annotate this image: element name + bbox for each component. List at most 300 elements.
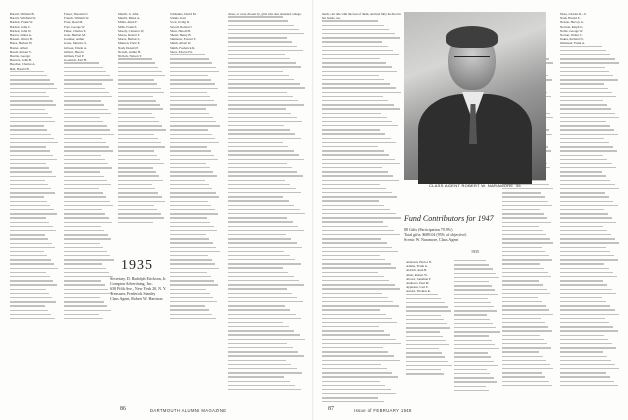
text-line	[502, 293, 550, 294]
text-line	[454, 264, 489, 265]
text-line	[502, 263, 540, 264]
text-line	[228, 217, 287, 218]
text-line	[502, 326, 548, 327]
text-line	[502, 242, 553, 243]
text-line	[322, 37, 400, 38]
text-line	[560, 335, 604, 336]
text-line	[322, 33, 395, 34]
text-line	[228, 343, 287, 344]
list-item: Sewall, Roland J.	[170, 24, 193, 29]
right-col-3	[454, 260, 500, 400]
text-line	[10, 268, 58, 269]
list-item: Munson, Earle E.	[118, 41, 141, 46]
text-line	[10, 314, 51, 315]
text-line	[228, 37, 287, 38]
text-line	[64, 121, 103, 122]
list-item: Schneider, David M.	[170, 12, 197, 16]
text-line	[228, 83, 300, 84]
text-line	[406, 361, 448, 362]
text-line	[560, 217, 612, 218]
text-line	[228, 355, 304, 356]
text-line	[10, 125, 44, 126]
list-item: Fuller, Charles E.	[64, 28, 87, 33]
text-line	[170, 134, 212, 135]
text-line	[10, 226, 53, 227]
text-line	[118, 167, 153, 168]
list-item: Bassett, Oliver B.	[10, 37, 33, 42]
text-line	[10, 209, 54, 210]
text-line	[10, 243, 52, 244]
text-line	[454, 268, 493, 269]
page-footer: DARTMOUTH ALUMNI MAGAZINE	[150, 408, 227, 413]
text-line	[560, 330, 618, 331]
text-line	[64, 150, 113, 151]
text-line	[502, 351, 539, 352]
text-line	[170, 238, 209, 239]
text-line	[118, 184, 152, 185]
text-line	[406, 319, 444, 320]
text-line	[170, 155, 214, 156]
list-item: Beavers, John H.	[10, 58, 32, 63]
list-item: Arnold, Thomas R.	[406, 289, 431, 294]
text-line	[454, 356, 491, 357]
text-line	[228, 381, 290, 382]
text-line	[64, 263, 102, 264]
text-line	[228, 184, 290, 185]
text-line	[502, 297, 538, 298]
text-line	[322, 230, 394, 231]
list-item: Gates, Maurice S.	[64, 41, 87, 46]
text-line	[170, 54, 205, 55]
text-line	[322, 146, 378, 147]
text-line	[228, 100, 298, 101]
text-line	[560, 121, 606, 122]
text-line	[560, 309, 615, 310]
text-line	[228, 54, 285, 55]
text-line	[228, 305, 285, 306]
text-line	[322, 234, 400, 235]
text-line	[454, 377, 494, 378]
text-line	[502, 385, 552, 386]
text-line	[64, 71, 106, 72]
text-line	[228, 334, 300, 335]
text-line	[502, 318, 541, 319]
text-line	[64, 318, 103, 319]
text-line	[10, 79, 50, 80]
text-line	[170, 184, 209, 185]
col2-names	[64, 12, 114, 62]
text-line	[560, 343, 612, 344]
text-line	[64, 180, 107, 181]
class-year-heading: 1935	[121, 258, 153, 273]
paragraph-text: chase, or were chosen by, girls who also attended college.	[228, 12, 302, 16]
text-line	[322, 163, 400, 164]
text-line	[118, 150, 154, 151]
text-line	[560, 226, 603, 227]
list-item: Moss, Charles R., Jr.	[560, 12, 587, 16]
text-line	[118, 213, 161, 214]
secretary-line: Secretary, D. Rudolph Erickson, Jr.	[110, 276, 167, 281]
text-line	[228, 226, 298, 227]
text-line	[170, 242, 213, 243]
text-line	[170, 226, 214, 227]
text-line	[228, 121, 302, 122]
photo-glasses	[454, 56, 490, 65]
text-line	[560, 322, 609, 323]
text-line	[502, 255, 549, 256]
text-line	[170, 309, 209, 310]
text-line	[502, 259, 552, 260]
text-line	[560, 314, 619, 315]
text-line	[64, 289, 108, 290]
text-line	[228, 125, 284, 126]
text-line	[170, 305, 205, 306]
fund-contributors-title: Fund Contributors for 1947	[404, 214, 494, 223]
text-line	[118, 83, 157, 84]
list-item: Bartlett, John C.	[10, 24, 31, 29]
text-line	[560, 284, 607, 285]
text-line	[560, 167, 616, 168]
text-line	[228, 133, 295, 134]
text-line	[64, 184, 111, 185]
text-line	[322, 376, 398, 377]
text-line	[228, 330, 294, 331]
text-line	[64, 125, 107, 126]
text-line	[502, 192, 541, 193]
text-line	[10, 113, 48, 114]
text-line	[502, 339, 544, 340]
text-line	[228, 314, 296, 315]
text-line	[170, 146, 207, 147]
text-line	[322, 360, 400, 361]
text-line	[228, 247, 302, 248]
text-line	[170, 234, 206, 235]
text-line	[228, 230, 304, 231]
text-line	[228, 251, 284, 252]
text-line	[560, 222, 616, 223]
text-line	[64, 62, 99, 63]
text-line	[322, 221, 383, 222]
list-item: Norton, Walter C.	[560, 33, 583, 38]
text-line	[64, 201, 110, 202]
text-line	[502, 205, 552, 206]
text-line	[10, 163, 46, 164]
text-line	[322, 301, 393, 302]
text-line	[406, 298, 441, 299]
text-line	[118, 104, 160, 105]
text-line	[322, 263, 391, 264]
list-item: Alvord, Jonathan F.	[406, 276, 432, 281]
text-line	[322, 75, 379, 76]
text-line	[118, 125, 162, 126]
text-line	[228, 188, 296, 189]
list-item: Nichols, Nelson T.	[118, 54, 142, 59]
text-line	[560, 125, 610, 126]
text-line	[322, 184, 380, 185]
text-line	[560, 213, 608, 214]
text-line	[454, 386, 486, 387]
text-line	[322, 284, 395, 285]
text-line	[322, 113, 381, 114]
text-line	[502, 381, 549, 382]
text-line	[10, 201, 47, 202]
text-line	[560, 108, 611, 109]
text-line	[560, 188, 619, 189]
text-line	[406, 323, 447, 324]
text-line	[228, 41, 292, 42]
text-line	[560, 192, 605, 193]
text-line	[322, 226, 388, 227]
text-line	[170, 121, 216, 122]
text-line	[322, 50, 393, 51]
text-line	[560, 79, 618, 80]
text-line	[454, 369, 487, 370]
text-line	[118, 201, 165, 202]
text-line	[322, 314, 386, 315]
text-line	[64, 163, 108, 164]
text-line	[170, 171, 213, 172]
text-line	[10, 305, 45, 306]
text-line	[228, 326, 289, 327]
list-item: Olmstead, Frank A.	[560, 41, 585, 46]
text-line	[64, 146, 109, 147]
text-line	[322, 192, 392, 193]
text-line	[322, 318, 392, 319]
text-line	[170, 255, 208, 256]
text-line	[170, 205, 211, 206]
text-line	[10, 129, 47, 130]
text-line	[560, 129, 614, 130]
text-line	[560, 238, 615, 239]
text-line	[322, 351, 388, 352]
text-line	[322, 397, 378, 398]
text-line	[228, 175, 303, 176]
list-item: Appleton, Carl E.	[406, 285, 429, 290]
text-line	[228, 339, 305, 340]
text-line	[454, 281, 489, 282]
text-line	[322, 171, 388, 172]
text-line	[10, 75, 47, 76]
col1-names	[10, 12, 58, 71]
text-line	[170, 192, 216, 193]
text-line	[228, 20, 288, 21]
text-line	[228, 180, 285, 181]
left-col-1	[10, 12, 58, 402]
left-col-2	[64, 12, 114, 402]
text-line	[322, 326, 379, 327]
text-line	[502, 188, 553, 189]
list-item: Morse, Herbert L.	[118, 37, 142, 42]
text-line	[322, 196, 397, 197]
text-line	[322, 347, 383, 348]
text-line	[118, 217, 164, 218]
text-line	[322, 255, 380, 256]
text-line	[228, 347, 293, 348]
text-line	[502, 364, 550, 365]
text-line	[560, 184, 615, 185]
text-line	[10, 121, 55, 122]
text-line	[228, 280, 299, 281]
text-line	[322, 133, 385, 134]
page-number: 86	[120, 406, 126, 412]
text-line	[228, 385, 295, 386]
text-line	[406, 352, 442, 353]
text-line	[560, 230, 607, 231]
text-line	[64, 129, 110, 130]
text-line	[560, 92, 612, 93]
text-line	[322, 343, 401, 344]
text-line	[560, 385, 618, 386]
text-line	[322, 142, 396, 143]
text-line	[64, 314, 99, 315]
text-line	[454, 273, 496, 274]
text-line	[170, 213, 218, 214]
text-line	[454, 319, 490, 320]
text-line	[10, 138, 54, 139]
text-line	[322, 25, 384, 26]
text-line	[406, 306, 448, 307]
list-item: Noble, George W.	[560, 28, 583, 33]
text-line	[118, 129, 166, 130]
text-line	[228, 364, 291, 365]
text-line	[560, 150, 617, 151]
text-line	[64, 83, 102, 84]
text-line	[322, 29, 389, 30]
text-line	[228, 62, 296, 63]
text-line	[64, 196, 106, 197]
text-line	[228, 92, 287, 93]
text-line	[560, 360, 611, 361]
text-line	[64, 251, 107, 252]
text-line	[10, 92, 46, 93]
text-line	[502, 372, 542, 373]
text-line	[322, 393, 396, 394]
list-item: Frye, George W.	[64, 24, 86, 29]
text-line	[228, 263, 301, 264]
text-line	[560, 259, 618, 260]
text-line	[228, 205, 294, 206]
text-line	[322, 180, 399, 181]
text-line	[118, 117, 155, 118]
text-line	[454, 306, 494, 307]
text-line	[322, 209, 390, 210]
text-line	[454, 373, 490, 374]
text-line	[170, 79, 211, 80]
text-line	[560, 247, 606, 248]
text-line	[560, 289, 612, 290]
text-line	[502, 314, 553, 315]
text-line	[170, 175, 217, 176]
text-line	[322, 267, 396, 268]
text-line	[560, 293, 616, 294]
text-line	[322, 121, 392, 122]
text-line	[502, 356, 543, 357]
text-line	[228, 389, 301, 390]
text-line	[10, 263, 54, 264]
list-item: Andrews, Paul M.	[406, 281, 430, 286]
text-line	[560, 351, 603, 352]
fund-agent: Scenic W. Naramore, Class Agent	[404, 237, 459, 242]
text-line	[228, 71, 283, 72]
text-line	[170, 272, 207, 273]
text-line	[64, 238, 111, 239]
secretary-city: 630 Fifth Ave., New York 20, N. Y.	[110, 286, 167, 291]
text-line	[560, 88, 608, 89]
text-line	[170, 125, 220, 126]
text-line	[64, 276, 113, 277]
list-item: Miller, Allen F.	[118, 20, 138, 25]
text-line	[10, 155, 53, 156]
text-line	[322, 309, 380, 310]
text-line	[322, 71, 397, 72]
text-line	[322, 259, 385, 260]
text-line	[228, 79, 294, 80]
list-item: Nelson, Harvey A.	[560, 20, 584, 25]
text-line	[10, 293, 49, 294]
fund-names-a	[406, 260, 452, 294]
text-line	[322, 20, 378, 21]
text-line	[560, 159, 607, 160]
text-line	[64, 230, 104, 231]
text-line	[118, 134, 154, 135]
text-line	[454, 340, 492, 341]
text-line	[322, 125, 398, 126]
text-line	[170, 159, 218, 160]
text-line	[560, 62, 619, 63]
text-line	[454, 298, 488, 299]
text-lines	[10, 71, 58, 319]
text-line	[560, 381, 614, 382]
text-line	[322, 108, 400, 109]
text-line	[170, 201, 208, 202]
list-item: Shaw, Harold B.	[170, 28, 192, 33]
text-line	[64, 310, 111, 311]
text-line	[64, 167, 112, 168]
text-line	[322, 92, 401, 93]
text-line	[64, 222, 112, 223]
text-lines	[64, 62, 114, 319]
text-line	[560, 276, 617, 277]
text-line	[228, 267, 283, 268]
text-line	[170, 188, 212, 189]
page-number: 87	[328, 406, 334, 412]
text-line	[10, 297, 52, 298]
text-line	[170, 222, 210, 223]
list-item: Smith, Frederick R.	[170, 45, 196, 50]
text-line	[10, 100, 53, 101]
text-line	[10, 184, 48, 185]
text-line	[118, 155, 157, 156]
text-line	[118, 180, 163, 181]
list-item: Bates, Herbert H.	[10, 41, 33, 46]
text-line	[560, 96, 616, 97]
text-line	[406, 344, 449, 345]
list-item: Nash, Harold E.	[560, 16, 581, 21]
text-line	[10, 134, 51, 135]
text-line	[170, 129, 208, 130]
text-line	[406, 327, 450, 328]
list-item: Schulz, Karl	[170, 16, 186, 21]
text-line	[64, 284, 105, 285]
text-line	[502, 301, 542, 302]
text-line	[170, 67, 216, 68]
text-line	[118, 79, 154, 80]
text-line	[10, 146, 46, 147]
photo-hair	[446, 26, 498, 48]
text-line	[560, 268, 609, 269]
text-line	[406, 302, 445, 303]
text-line	[170, 150, 211, 151]
